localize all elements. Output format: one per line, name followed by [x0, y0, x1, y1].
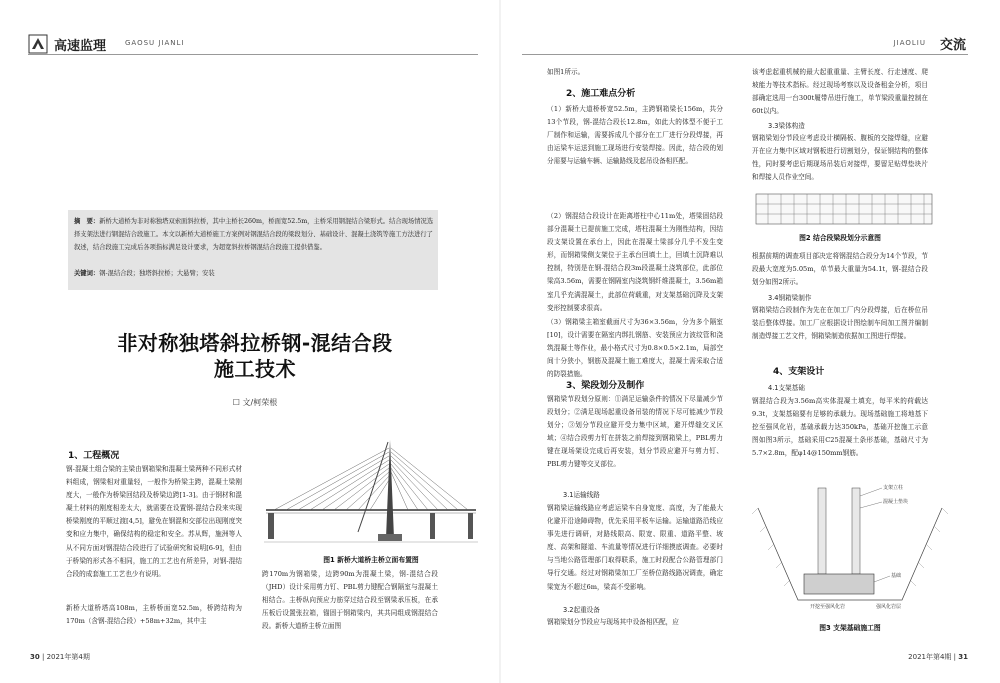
paragraph-mid-1: 跨170m为钢箱梁，边跨90m为混凝土梁，钢-混结合段（JHD）设计采用剪力钉、PBL剪力键配合钢隔室与混凝土相结合。主桥纵向预应力筋穿过结合段至钢梁承压板，在承压板后设置张拉箱，锚固于钢箱梁内，其共同组成钢混结合段。新桥大道桥主桥立面图 — [262, 570, 438, 631]
article-title-line2: 施工技术 — [214, 357, 296, 381]
keywords — [74, 268, 436, 279]
article-author — [60, 397, 450, 408]
keywords-text: 钢-混结合段；独塔斜拉桥；大悬臂；安装 — [99, 270, 215, 277]
paragraph-s3-2: 钢箱梁运输线路应考虑运梁车自身宽度、高度，为了能最大化避开沿途障碍物，优先采用平板车运输。运输道路沿线应事先进行调研，对路线限高、限宽、限重、道路平整、坡度、高架和隧道、车流量等情况进行详细摸底调查。必要时与当地公路管理部门取得联系，施工时段配合公路管理部门导行交通。经过对钢箱梁加工厂至桥位路线路况调查，确定梁宽为不超过6m，梁高不受影响。 — [547, 504, 723, 591]
issue-left: 2021年第4期 — [46, 653, 90, 661]
fig3-label-block: 混凝土垫块 — [883, 499, 909, 505]
paragraph-s1-1: 钢-混凝土组合梁的主梁由钢箱梁和混凝土梁两种不同形式材料组成，钢梁相对重量轻，一般作为桥梁主跨，混凝土梁刚度大，一般作为桥梁回结段及桥梁边跨[1-3]。由于钢材和混凝土材料的刚度相差太大，就需要在设置钢-混结合段来实现桥梁刚度的平顺过渡[4,5]，避免在钢混和交部位出现刚度突变和应力集中，确保结构的稳定和安全。苏从辉，施洲等人从不同方面对钢混结合段进行了试验研究和说明[6-9]，但由于桥梁的形式各不相同，施工的工艺也有所差异，对钢-混结合段的成套施工工艺也少有说明。 — [66, 465, 242, 578]
subheading-3-1: 3.1运输线路 — [563, 491, 600, 499]
abstract-text: 新桥大道桥为非对称独塔双索面斜拉桥，其中主桥长260m，桥面宽52.5m，主桥采用钢混结合梁形式。结合现场情况选择支架法进行钢混结合段施工。本文以新桥大道桥施工方案例对钢混结合段的梁段划分、基础设计、混凝土浇筑等施工方法进行了叙述，结合段施工完成后各项指标满足设计要求，为超宽斜拉桥钢混结合段施工提供借鉴。 — [74, 218, 434, 251]
figure-3-caption: 图3 支架基础施工图 — [819, 624, 881, 632]
section-heading-3: 3、梁段划分及制作 — [566, 381, 645, 391]
figure-2-caption: 图2 结合段梁段划分示意图 — [799, 234, 881, 242]
article-title — [60, 330, 450, 382]
fig3-label-column: 支架立柱 — [883, 485, 904, 491]
paragraph-s3-3: 钢箱梁划分节段应与现场其中设备相匹配，应 — [547, 618, 679, 626]
column-subtitle: JIAOLIU — [893, 39, 926, 47]
paragraph-s2-2: （2）钢混结合段设计在距离塔柱中心11m处，塔梁固结段部分混凝土已提前施工完成，塔柱混凝土为刚性结构，因结段支架设置在承台上，因此在混凝土梁部分几乎不发生变形，而钢箱梁侧支架位于主承台回填土上，回填土沉降难以控制，特别是在钢-混结合段3m段混凝土浇筑部位，此部位梁高3.56m，需要在钢隔室内浇筑钢纤维混凝土，3.56m箱室几乎充满混凝土，此部位荷载重，对支架基础沉降及支架变形控制要求很高。 — [547, 212, 723, 312]
subheading-3-4: 3.4钢箱梁制作 — [768, 294, 812, 302]
page-gutter — [499, 0, 501, 683]
author-box-icon: ☐ — [232, 398, 243, 407]
figure-1-bridge-elevation — [262, 432, 480, 550]
header-rule-left — [28, 54, 478, 55]
header-rule-right — [522, 54, 968, 55]
figure-2-segment-division — [752, 190, 952, 228]
abstract-label: 摘 要： — [74, 218, 100, 225]
paragraph-s4-1: 钢混结合段为3.56m高实体混凝土填充，每平米的荷载达9.3t，支架基础要有足够的承载力。现场基础施工将地基下挖至强风化岩，基础承载力达350kPa，基础开挖施工示意图如图3所示，基础采用C25混凝土条形基础，基础尺寸为5.7×2.8m，配φ14@150mm钢筋。 — [752, 397, 928, 458]
paragraph-s2-cont: 如图1所示。 — [547, 68, 585, 76]
paragraph-s3r-2: 钢箱梁划分节段应考虑设计横隔板、腹板的交接焊缝，应避开在应力集中区域对钢板进行切割划分，保证钢结构的整体性，同时要考虑后期现场吊装后对接焊，要留足贴焊垫块片和焊接人员作业空间。 — [752, 134, 928, 182]
subheading-3-3: 3.3梁体构造 — [768, 122, 805, 130]
paragraph-s3r-1: 该考虑起重机械的最大起重重量、主臂长度、行走速度、爬坡能力等技术指标。经过现场考察以及设备租金分析，项目部确定选用一台300t履带吊进行施工，单节梁段重量控制在60t以内。 — [752, 68, 928, 116]
footer-right: 2021年第4期 | 31 — [908, 653, 968, 661]
page-number-right: 31 — [958, 653, 968, 661]
footer-left: 30 | 2021年第4期 — [30, 653, 90, 661]
figure-1-caption: 图1 新桥大道桥主桥立面布置图 — [323, 556, 419, 564]
keywords-label: 关键词： — [74, 270, 100, 277]
fig3-label-rock: 强风化岩层 — [876, 604, 902, 610]
fig3-label-excavate: 开挖至强风化岩 — [810, 604, 846, 610]
section-heading-4: 4、支架设计 — [773, 367, 825, 377]
article-title-line1: 非对称独塔斜拉桥钢-混结合段 — [117, 331, 393, 355]
page-number-left: 30 — [30, 653, 40, 661]
subheading-3-2: 3.2起重设备 — [563, 606, 600, 614]
paragraph-s2-1: （1）新桥大道桥桥宽52.5m，主跨钢箱梁长156m，共分13个节段，钢-混结合段长12.8m，如此大的体型不便于工厂制作和运输，需要拆成几个部分在工厂进行分段焊接，再由运梁车运送到施工现场进行安装焊接。因此，结合段的划分需要与运输车辆、运输路线及起吊设备相匹配。 — [547, 105, 723, 166]
abstract — [74, 215, 436, 254]
paragraph-s3r-3: 根据前期的调查项目部决定将钢混结合段分为14个节段，节段最大宽度为5.05m，单节最大重量为54.1t，钢-混结合段划分如图2所示。 — [752, 252, 928, 287]
paragraph-s2-3: （3）钢箱梁主箱室截面尺寸为36×3.56m，分为多个隔室[10]，设计需要在隔室内绑扎钢筋、安装预应力波纹管和浇筑混凝土等作业，最小格式尺寸为0.8×0.5×2.1m，局部空间十分狭小，钢筋及混凝土施工难度大，混凝土需采取合适的防裂措施。 — [547, 318, 723, 379]
magazine-title: 高速监理 — [54, 39, 107, 54]
magazine-subtitle: GAOSU JIANLI — [125, 39, 185, 47]
figure-3-foundation — [752, 478, 948, 616]
column-title: 交流 — [939, 38, 966, 53]
fig3-label-base: 基础 — [891, 573, 902, 579]
author-name: 文/柯荣根 — [242, 398, 278, 407]
section-heading-2: 2、施工难点分析 — [566, 89, 636, 99]
magazine-logo-icon — [28, 34, 48, 54]
paragraph-s3-1: 钢箱梁节段划分原则：①满足运输条件的情况下尽量减少节段划分；②满足现场起重设备吊装的情况下尽可能减少节段划分；③划分节段应避开受力集中区域，避开焊缝交叉区域；④结合段剪力钉在拼装之前焊接到钢箱梁上，PBL剪力键在现场架设完成后再安装，划分节段应避开与剪力钉、PBL剪力键等交叉部位。 — [547, 395, 723, 469]
paragraph-s3r-4: 钢箱梁结合段制作为先在在加工厂内分段焊接，后在桥位吊装后整体焊接。加工厂应根据设计图绘制车间加工图并编制制造焊接工艺文件，钢箱梁制造依据加工图进行焊接。 — [752, 306, 928, 341]
section-heading-1: 1、工程概况 — [68, 451, 120, 461]
issue-right: 2021年第4期 — [908, 653, 952, 661]
paragraph-s1-2: 新桥大道桥塔高108m，主桥桥面宽52.5m，桥跨结构为170m（含钢-混结合段）+58m+32m，其中主 — [66, 604, 242, 626]
subheading-4-1: 4.1支架基础 — [768, 384, 805, 392]
